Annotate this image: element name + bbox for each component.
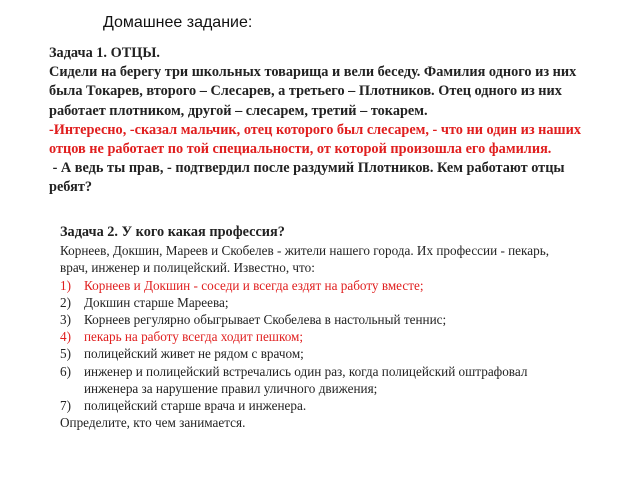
page-heading: Домашнее задание: [103,14,253,31]
condition-number: 2) [60,294,71,310]
task-1-dialogue-line: отцов не работает по той специальности, от которой произошла его фамилия. [49,141,552,158]
condition-number: 5) [60,346,71,362]
condition-number: 4) [60,329,71,345]
task-1-text-line: Сидели на берегу три школьных товарища и вели беседу. Фамилия одного из них [49,64,577,81]
task-2 [60,224,620,431]
condition-number: 7) [60,398,71,414]
condition-item [60,277,620,294]
task-1-title: Задача 1. ОТЦЫ. [49,45,160,61]
condition-text: Докшин старше Мареева; [84,294,229,310]
condition-number: 3) [60,312,71,328]
condition-text: Корнеев и Докшин - соседи и всегда ездят на работу вместе; [84,277,424,293]
condition-item [60,397,620,414]
condition-text: полицейский старше врача и инженера. [84,398,307,414]
task-1-question-line: ребят? [49,179,92,196]
task-2-intro-line: врач, инженер и полицейский. Известно, что: [60,260,315,276]
task-1-dialogue-line: -Интересно, -сказал мальчик, отец которого был слесарем, - что ни один из наших [49,121,581,138]
task-2-title: Задача 2. У кого какая профессия? [60,224,285,240]
conditions-list [60,277,620,415]
task-1-question-line: - А ведь ты прав, - подтвердил после раздумий Плотников. Кем работают отцы [49,160,565,177]
condition-text: инженер и полицейский встречались один раз, когда полицейский оштрафовал [84,363,528,379]
condition-item [60,363,620,397]
condition-text: полицейский живет не рядом с врачом; [84,346,304,362]
task-2-intro-line: Корнеев, Докшин, Мареев и Скобелев - жители нашего города. Их профессии - пекарь, [60,243,550,259]
condition-item [60,345,620,362]
condition-item [60,294,620,311]
condition-item [60,311,620,328]
condition-number: 6) [60,363,71,379]
condition-text: пекарь на работу всегда ходит пешком; [84,329,304,345]
condition-text: инженера за нарушение правил уличного движения; [84,380,378,396]
task-1 [49,44,619,198]
condition-number: 1) [60,277,71,293]
task-1-text-line: была Токарев, второго – Слесарев, а третьего – Плотников. Отец одного из них [49,83,562,100]
task-1-text-line: работает плотником, другой – слесарем, третий – токарем. [49,102,428,119]
condition-item [60,328,620,345]
task-2-outro: Определите, кто чем занимается. [60,415,246,431]
condition-text: Корнеев регулярно обыгрывает Скобелева в настольный теннис; [84,312,447,328]
